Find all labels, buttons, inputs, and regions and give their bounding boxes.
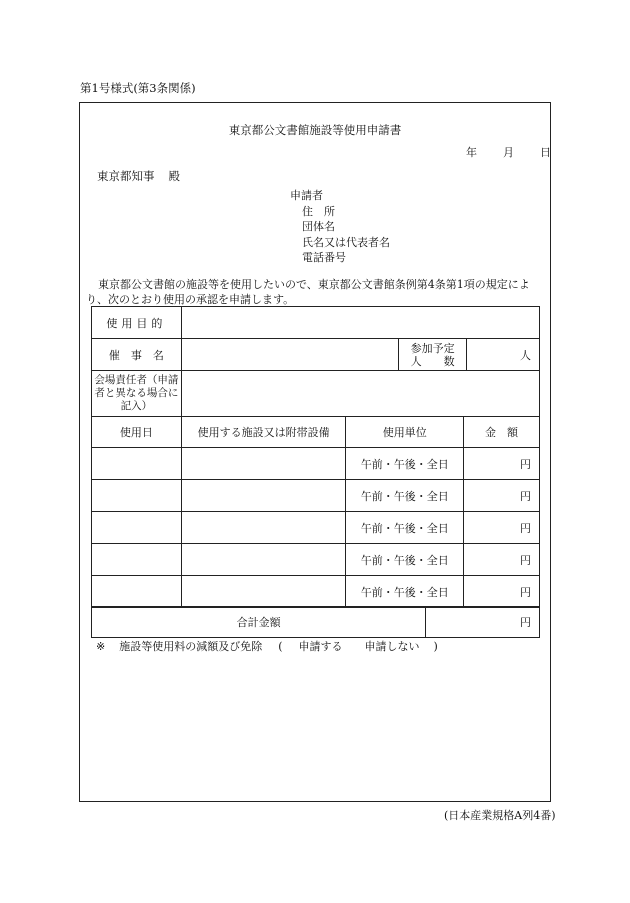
amount-field[interactable]: 円 <box>464 448 540 480</box>
total-amount-field[interactable]: 円 <box>426 607 540 638</box>
table-row <box>92 544 540 576</box>
attendees-label-line1: 参加予定 <box>410 341 455 355</box>
date-month-label: 月 <box>503 146 514 159</box>
use-date-field[interactable] <box>92 480 182 512</box>
option-not-apply[interactable]: 申請しない <box>364 640 420 653</box>
date-year-label: 年 <box>466 146 477 159</box>
note-open-paren: ( <box>278 640 283 653</box>
facility-field[interactable] <box>181 480 346 512</box>
note-close-paren: ) <box>433 640 438 653</box>
header-facility: 使用する施設又は附帯設備 <box>181 417 346 448</box>
purpose-field[interactable] <box>181 307 539 339</box>
table-row <box>92 480 540 512</box>
applicant-address-label: 住 所 <box>302 204 335 218</box>
application-statement: 東京都公文書館の施設等を使用したいので、東京都公文書館条例第4条第1項の規定により、次のとおり使用の承認を申請します。 <box>86 278 530 306</box>
event-name-field[interactable] <box>181 339 398 371</box>
table-row <box>92 448 540 480</box>
usage-table <box>91 416 540 608</box>
total-label: 合計金額 <box>92 607 426 638</box>
header-amount: 金 額 <box>464 417 540 448</box>
event-name-label: 催 事 名 <box>92 339 182 371</box>
use-date-field[interactable] <box>92 512 182 544</box>
form-number-label: 第1号様式(第3条関係) <box>80 81 196 95</box>
total-table <box>91 606 540 638</box>
use-unit-options[interactable]: 午前・午後・全日 <box>346 448 464 480</box>
addressee-name: 東京都知事 <box>97 169 155 183</box>
venue-manager-field[interactable] <box>181 371 539 417</box>
applicant-heading: 申請者 <box>290 189 323 202</box>
facility-field[interactable] <box>181 576 346 608</box>
use-date-field[interactable] <box>92 544 182 576</box>
form-title: 東京都公文書館施設等使用申請書 <box>228 123 402 137</box>
use-unit-options[interactable]: 午前・午後・全日 <box>346 512 464 544</box>
addressee <box>97 168 180 184</box>
use-unit-options[interactable]: 午前・午後・全日 <box>346 480 464 512</box>
amount-field[interactable]: 円 <box>464 512 540 544</box>
attendees-label <box>399 339 467 371</box>
header-use-unit: 使用単位 <box>346 417 464 448</box>
fee-reduction-note <box>96 638 438 654</box>
addressee-honorific: 殿 <box>168 169 180 183</box>
applicant-name-label: 氏名又は代表者名 <box>302 235 390 249</box>
use-unit-options[interactable]: 午前・午後・全日 <box>346 544 464 576</box>
purpose-label: 使用目的 <box>92 307 182 339</box>
applicant-group-label: 団体名 <box>302 220 335 233</box>
facility-field[interactable] <box>181 544 346 576</box>
paper-size-footer: (日本産業規格A列4番) <box>444 809 556 822</box>
attendees-label-line2: 人 数 <box>410 354 455 368</box>
amount-field[interactable]: 円 <box>464 576 540 608</box>
date-day-label: 日 <box>540 146 551 159</box>
use-date-field[interactable] <box>92 448 182 480</box>
applicant-phone-label: 電話番号 <box>302 251 346 264</box>
amount-field[interactable]: 円 <box>464 544 540 576</box>
table-row <box>92 512 540 544</box>
amount-field[interactable]: 円 <box>464 480 540 512</box>
option-apply[interactable]: 申請する <box>298 640 343 653</box>
attendees-field[interactable]: 人 <box>467 339 540 371</box>
note-text: 施設等使用料の減額及び免除 <box>119 640 263 653</box>
applicant-block <box>290 188 390 266</box>
header-use-date: 使用日 <box>92 417 182 448</box>
note-mark: ※ <box>96 640 106 653</box>
use-date-field[interactable] <box>92 576 182 608</box>
application-date <box>466 144 551 160</box>
venue-manager-label: 会場責任者（申請者と異なる場合に記入） <box>92 371 182 417</box>
table-row <box>92 576 540 608</box>
event-info-table <box>91 306 540 417</box>
use-unit-options[interactable]: 午前・午後・全日 <box>346 576 464 608</box>
facility-field[interactable] <box>181 512 346 544</box>
facility-field[interactable] <box>181 448 346 480</box>
